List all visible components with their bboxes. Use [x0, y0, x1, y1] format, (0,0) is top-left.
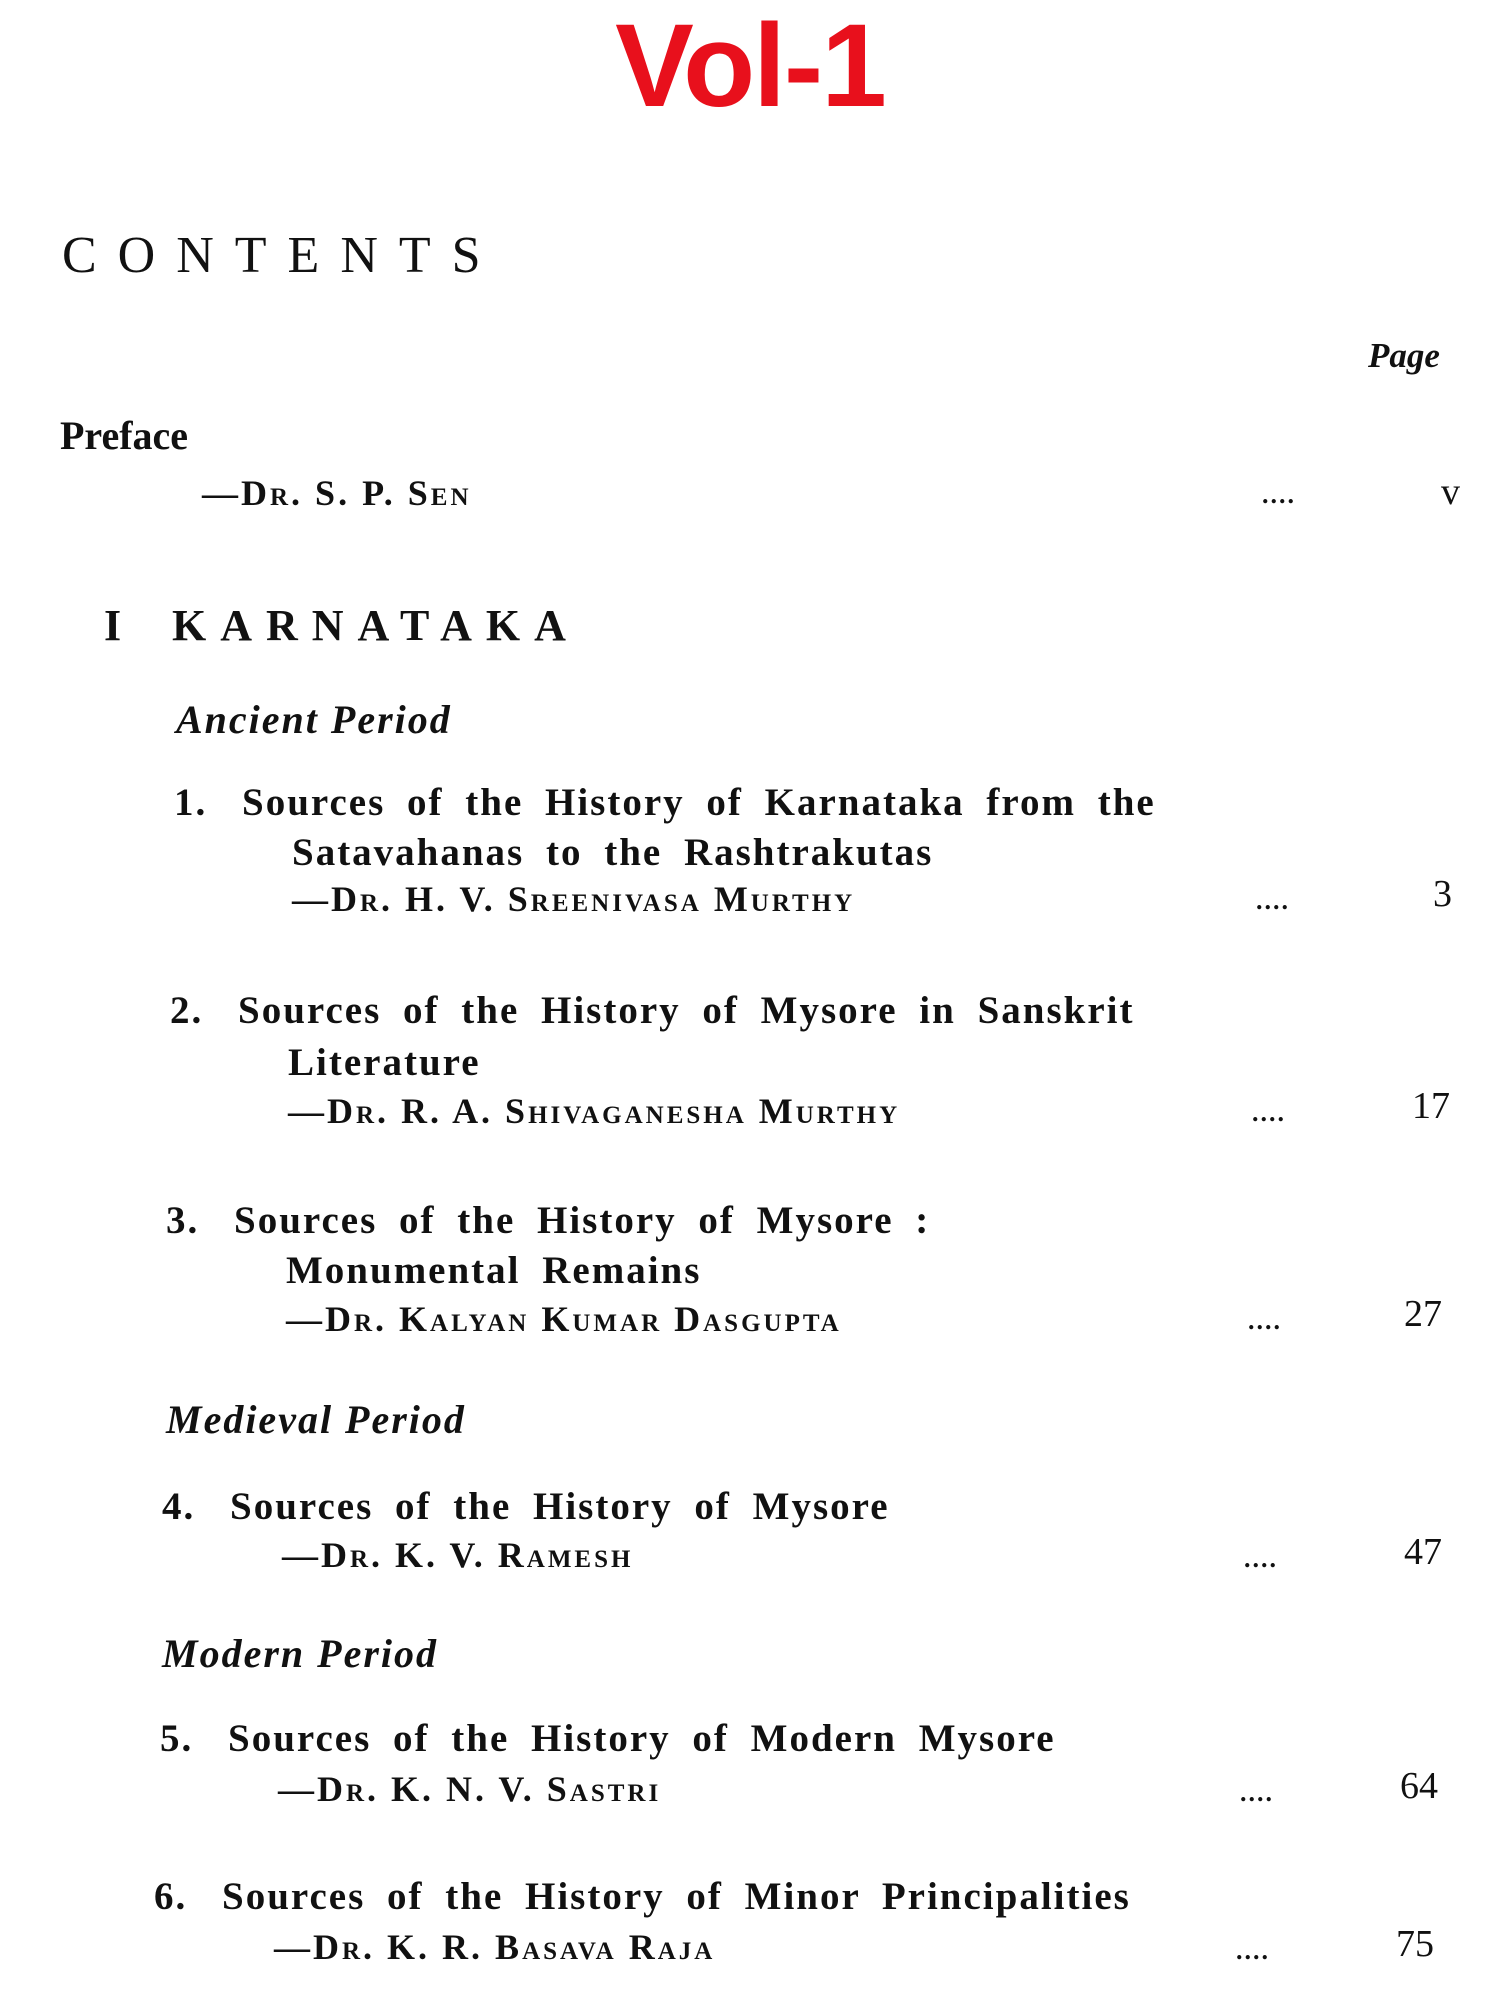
volume-badge: Vol-1: [615, 0, 885, 132]
entry-6-page: 75: [1396, 1923, 1434, 1965]
period-heading-ancient: Ancient Period: [176, 697, 452, 742]
entry-number: 1.: [174, 781, 208, 824]
preface-leader: ....: [1262, 480, 1296, 509]
section-title: KARNATAKA: [172, 601, 580, 650]
entry-1-author: —Dr. H. V. Sreenivasa Murthy: [292, 879, 856, 919]
entry-4-page: 47: [1404, 1531, 1442, 1573]
entry-2-page: 17: [1412, 1085, 1450, 1127]
entry-6-leader: ....: [1236, 1936, 1270, 1965]
entry-title-line: Sources of the History of Mysore in Sanskrit: [238, 989, 1135, 1032]
entry-6-title: [154, 1874, 1131, 1919]
page-title: CONTENTS: [62, 227, 502, 284]
section-heading: [104, 600, 580, 651]
entry-2-title: [170, 988, 1134, 1033]
entry-4-author: —Dr. K. V. Ramesh: [282, 1535, 634, 1575]
section-number: I: [104, 601, 122, 650]
entry-4-title: [162, 1484, 890, 1529]
entry-5-title: [160, 1716, 1056, 1761]
entry-1-title-cont: Satavahanas to the Rashtrakutas: [292, 831, 934, 874]
page-column-label: Page: [1368, 336, 1440, 375]
entry-5-author: —Dr. K. N. V. Sastri: [278, 1769, 662, 1809]
entry-number: 3.: [166, 1199, 200, 1242]
entry-3-leader: ....: [1248, 1306, 1282, 1335]
entry-3-page: 27: [1404, 1293, 1442, 1335]
entry-number: 5.: [160, 1717, 194, 1760]
entry-4-leader: ....: [1244, 1544, 1278, 1573]
entry-title-line: Sources of the History of Modern Mysore: [228, 1717, 1056, 1760]
entry-title-line: Sources of the History of Mysore :: [234, 1199, 931, 1242]
entry-title-line: Sources of the History of Minor Principalities: [222, 1875, 1131, 1918]
entry-number: 4.: [162, 1485, 196, 1528]
preface-page: v: [1441, 471, 1460, 513]
entry-title-line: Sources of the History of Karnataka from the: [242, 781, 1156, 824]
preface-label: Preface: [60, 413, 189, 458]
entry-5-leader: ....: [1240, 1778, 1274, 1807]
entry-1-page: 3: [1433, 873, 1452, 915]
entry-5-page: 64: [1400, 1765, 1438, 1807]
entry-number: 6.: [154, 1875, 188, 1918]
preface-author: —Dr. S. P. Sen: [202, 473, 472, 513]
entry-3-author: —Dr. Kalyan Kumar Dasgupta: [286, 1299, 842, 1339]
entry-3-title: [166, 1198, 930, 1243]
entry-6-author: —Dr. K. R. Basava Raja: [274, 1927, 716, 1967]
entry-1-title: [174, 780, 1156, 825]
entry-1-leader: ....: [1256, 886, 1290, 915]
entry-title-line: Sources of the History of Mysore: [230, 1485, 890, 1528]
entry-number: 2.: [170, 989, 204, 1032]
period-heading-modern: Modern Period: [162, 1631, 438, 1676]
entry-2-title-cont: Literature: [288, 1041, 481, 1084]
entry-2-author: —Dr. R. A. Shivaganesha Murthy: [288, 1091, 901, 1131]
entry-2-leader: ....: [1252, 1098, 1286, 1127]
period-heading-medieval: Medieval Period: [166, 1397, 466, 1442]
entry-3-title-cont: Monumental Remains: [286, 1249, 702, 1292]
